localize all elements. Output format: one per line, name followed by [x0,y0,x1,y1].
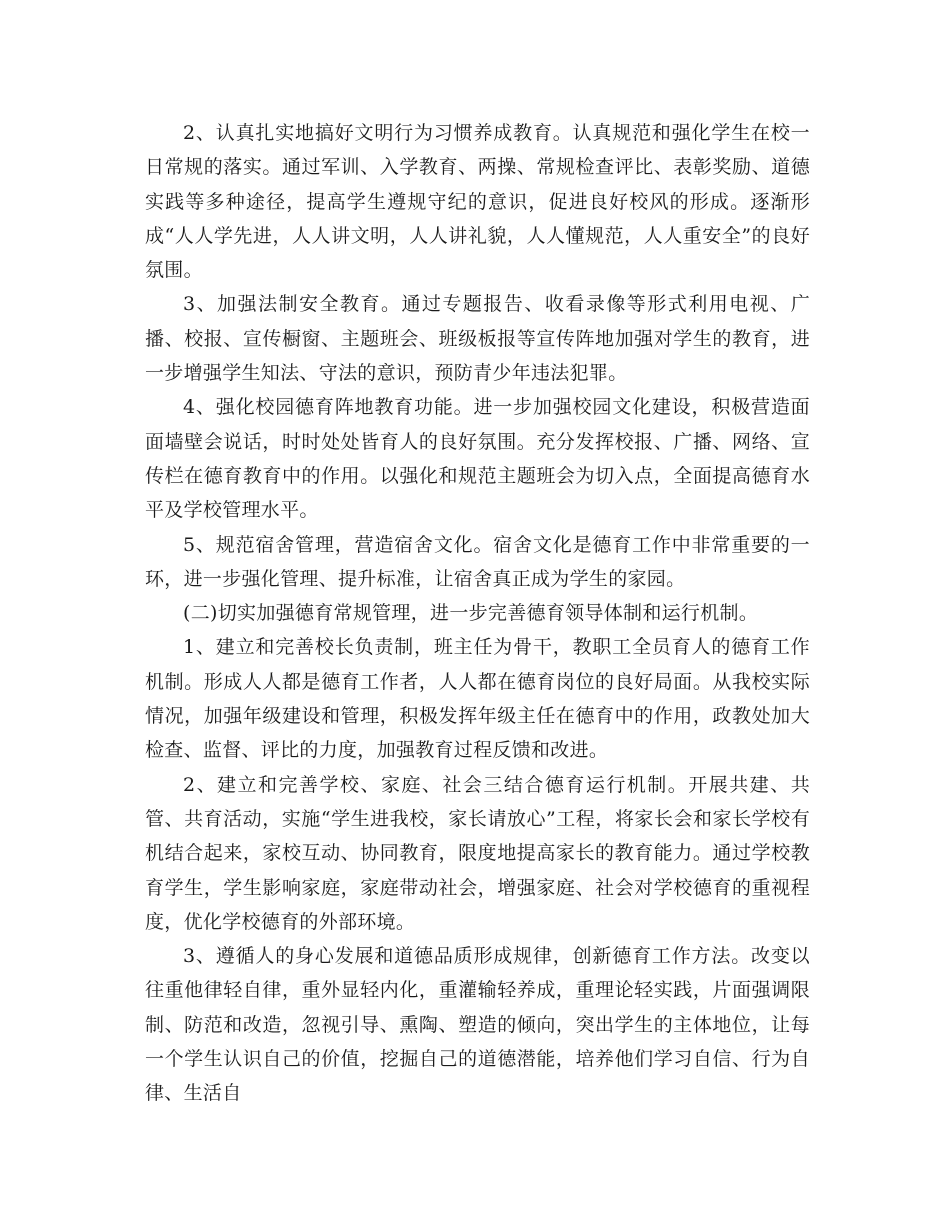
paragraph-school-family-society: 2、建立和完善学校、家庭、社会三结合德育运行机制。开展共建、共管、共育活动，实施“学生进我校，家长请放心”工程，将家长会和家长学校有机结合起来，家校互动、协同教育，限度地提高家长的教育能力。通过学校教育学生，学生影响家庭，家庭带动社会，增强家庭、社会对学校德育的重视程度，优化学校德育的外部环境。 [145,773,810,933]
paragraph-legal-safety: 3、加强法制安全教育。通过专题报告、收看录像等形式利用电视、广播、校报、宣传橱窗、主题班会、班级板报等宣传阵地加强对学生的教育，进一步增强学生知法、守法的意识，预防青少年违法犯罪。 [145,293,810,385]
paragraph-campus-position: 4、强化校园德育阵地教育功能。进一步加强校园文化建设，积极营造面面墙壁会说话，时时处处皆育人的良好氛围。充分发挥校报、广播、网络、宣传栏在德育教育中的作用。以强化和规范主题班会为切入点，全面提高德育水平及学校管理水平。 [145,396,810,522]
paragraph-moral-methods: 3、遵循人的身心发展和道德品质形成规律，创新德育工作方法。改变以往重他律轻自律，重外显轻内化，重灌输轻养成，重理论轻实践，片面强调限制、防范和改造，忽视引导、熏陶、塑造的倾向，突出学生的主体地位，让每一个学生认识自己的价值，挖掘自己的道德潜能，培养他们学习自信、行为自律、生活自 [145,945,810,1105]
paragraph-behavior-habits: 2、认真扎实地搞好文明行为习惯养成教育。认真规范和强化学生在校一日常规的落实。通过军训、入学教育、两操、常规检查评比、表彰奖励、道德实践等多种途径，提高学生遵规守纪的意识，促进良好校风的形成。逐渐形成“人人学先进，人人讲文明，人人讲礼貌，人人懂规范，人人重安全”的良好氛围。 [145,122,810,282]
section-heading-routine-management: (二)切实加强德育常规管理，进一步完善德育领导体制和运行机制。 [183,602,759,625]
paragraph-principal-responsibility: 1、建立和完善校长负责制，班主任为骨干，教职工全员育人的德育工作机制。形成人人都是德育工作者，人人都在德育岗位的良好局面。从我校实际情况，加强年级建设和管理，积极发挥年级主任在德育中的作用，政教处加大检查、监督、评比的力度，加强教育过程反馈和改进。 [145,636,810,762]
paragraph-dormitory: 5、规范宿舍管理，营造宿舍文化。宿舍文化是德育工作中非常重要的一环，进一步强化管理、提升标准，让宿舍真正成为学生的家园。 [145,533,810,590]
document-body [145,116,810,1111]
